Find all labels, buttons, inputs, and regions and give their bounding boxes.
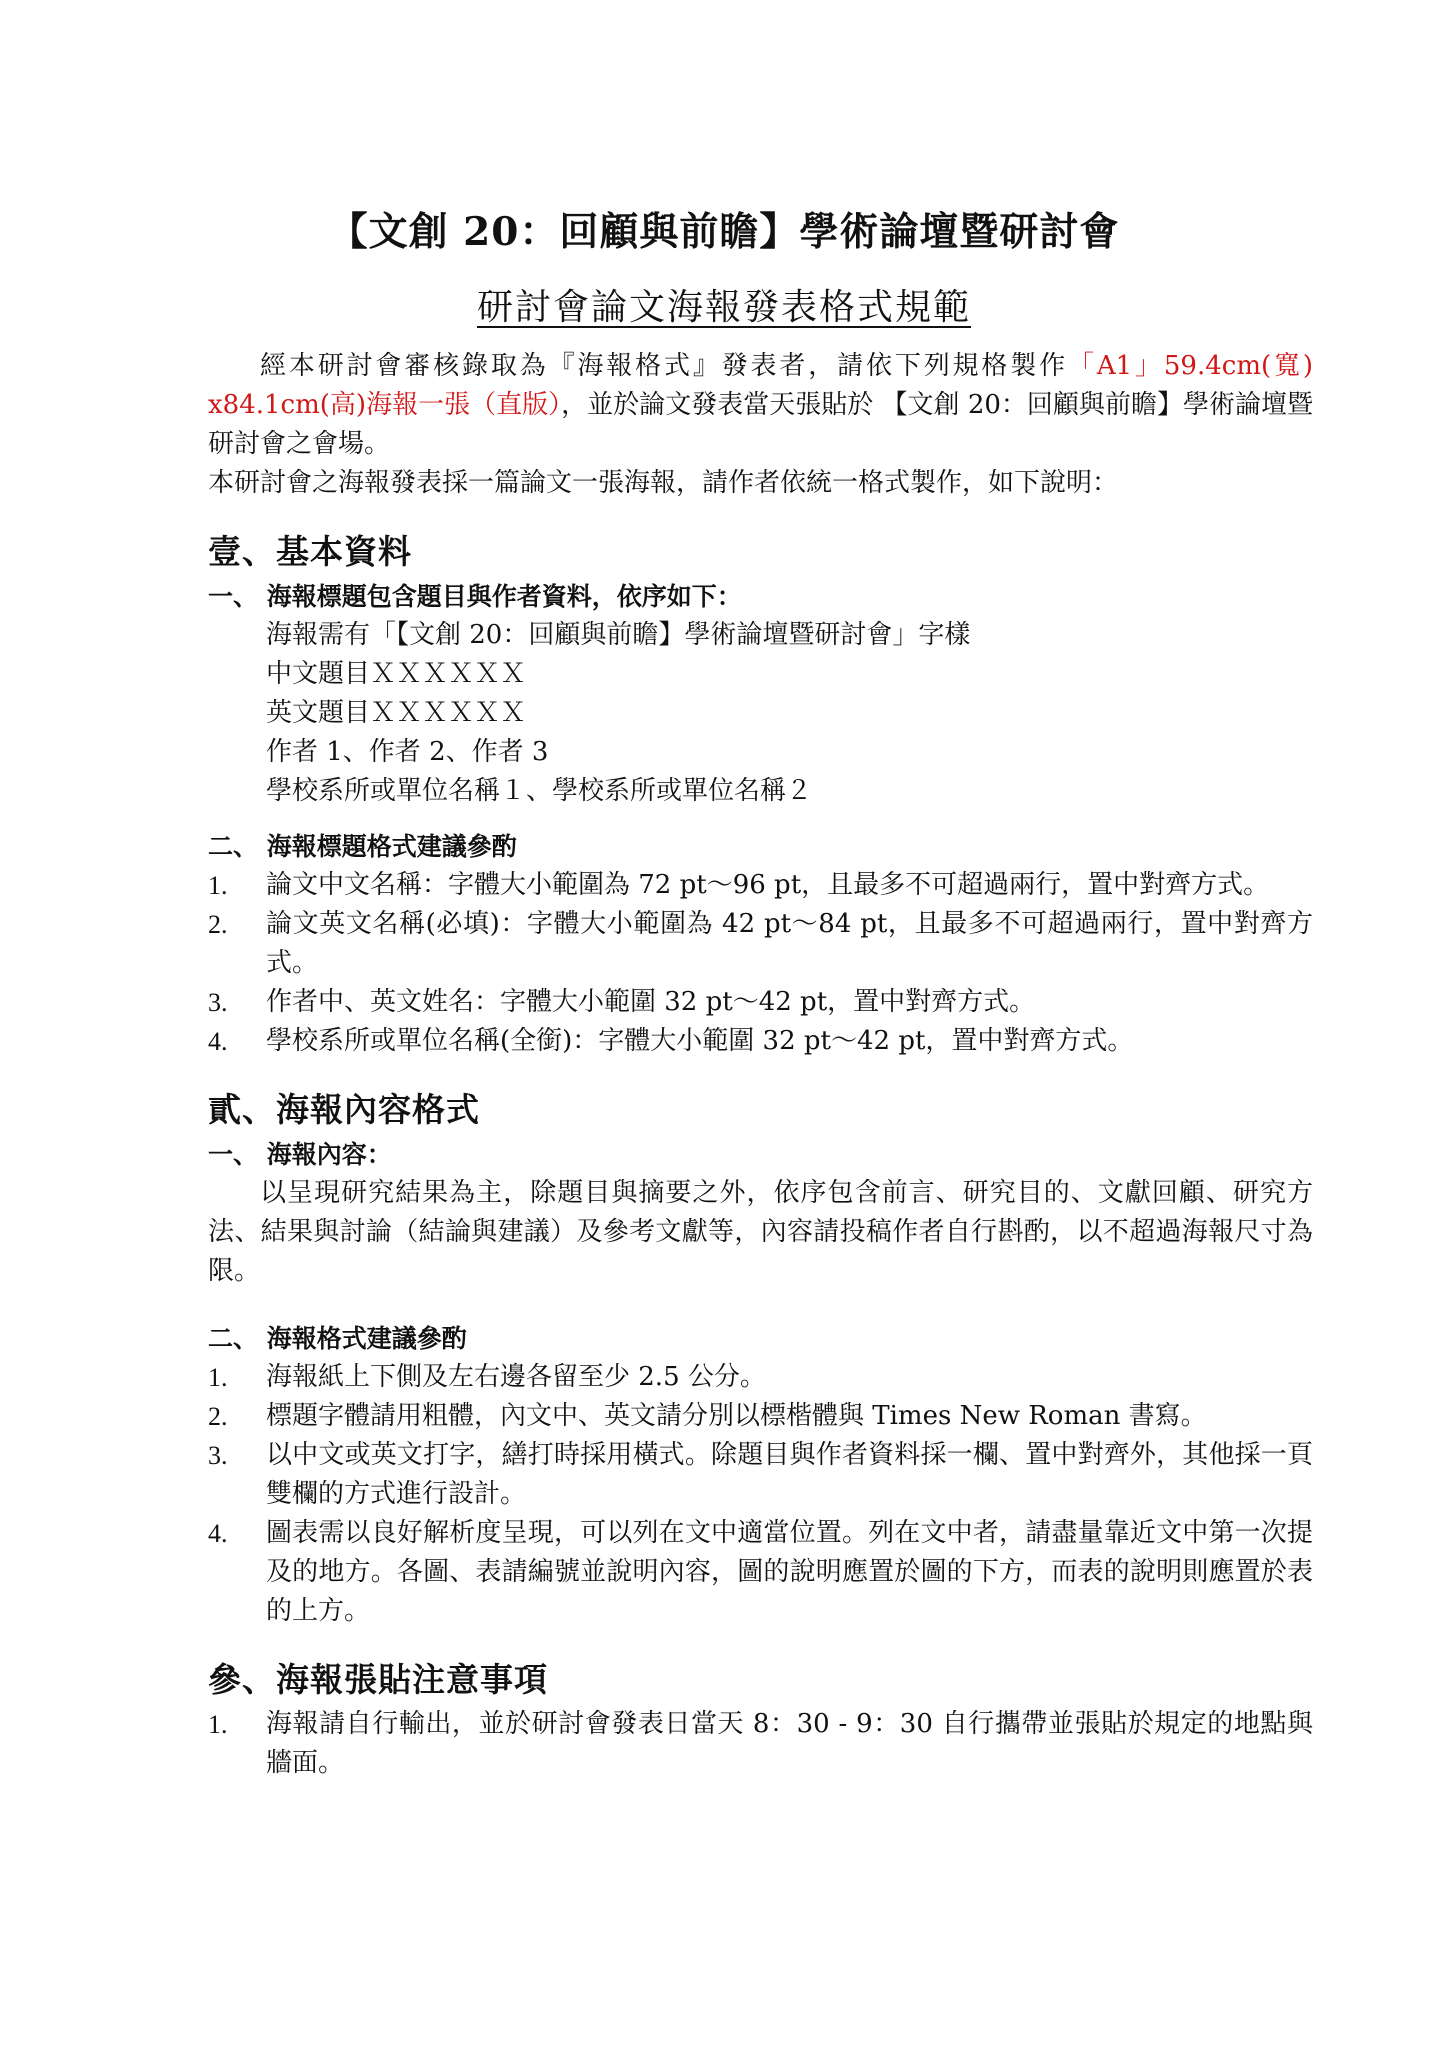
content-paragraph: 以呈現研究結果為主，除題目與摘要之外，依序包含前言、研究目的、文獻回顧、研究方法、結果與討論（結論與建議）及參考文獻等，內容請投稿作者自行斟酌，以不超過海報尺寸為限。 bbox=[208, 1178, 1313, 1286]
list-item-text: 圖表需以良好解析度呈現，可以列在文中適當位置。列在文中者，請盡量靠近文中第一次提及的地方。各圖、表請編號並說明內容，圖的說明應置於圖的下方，而表的說明則應置於表的上方。 bbox=[266, 1518, 1313, 1626]
list-item bbox=[208, 983, 1313, 1022]
title-format-list bbox=[208, 866, 1313, 1061]
list-item-number: 1. bbox=[208, 1710, 228, 1739]
list-item-number: 2. bbox=[208, 910, 228, 939]
spacer bbox=[208, 1291, 1313, 1319]
title-info-line: 中文題目ＸＸＸＸＸＸ bbox=[266, 659, 527, 689]
list-item-text: 海報請自行輸出，並於研討會發表日當天 8：30 - 9：30 自行攜帶並張貼於規定的地點與牆面。 bbox=[266, 1709, 1313, 1778]
list-item-text: 標題字體請用粗體，內文中、英文請分別以標楷體與 Times New Roman 書寫。 bbox=[266, 1401, 1207, 1431]
list-item-number: 4. bbox=[208, 1519, 228, 1548]
list-item-text: 以中文或英文打字，繕打時採用橫式。除題目與作者資料採一欄、置中對齊外，其他採一頁雙欄的方式進行設計。 bbox=[266, 1440, 1313, 1509]
title-info-line: 英文題目ＸＸＸＸＸＸ bbox=[266, 698, 527, 728]
subsection-heading-title-info: 一、 海報標題包含題目與作者資料，依序如下： bbox=[208, 582, 742, 611]
intro-paragraph bbox=[208, 347, 1313, 464]
list-item-text: 海報紙上下側及左右邊各留至少 2.5 公分。 bbox=[266, 1362, 766, 1392]
document-body bbox=[208, 347, 1313, 1783]
subsection-heading-poster-format: 二、 海報格式建議參酌 bbox=[208, 1324, 467, 1353]
list-item bbox=[208, 1514, 1313, 1631]
list-item bbox=[208, 1436, 1313, 1514]
list-item-number: 4. bbox=[208, 1027, 228, 1056]
list-item bbox=[208, 1358, 1313, 1397]
subsection-heading-title-format: 二、 海報標題格式建議參酌 bbox=[208, 832, 517, 861]
title-info-line: 作者 1、作者 2、作者 3 bbox=[266, 737, 549, 767]
list-item-number: 3. bbox=[208, 1441, 228, 1470]
intro-paragraph-2: 本研討會之海報發表採一篇論文一張海報，請作者依統一格式製作，如下說明： bbox=[208, 468, 1119, 498]
list-item-number: 3. bbox=[208, 988, 228, 1017]
subsection-heading-content: 一、 海報內容： bbox=[208, 1140, 392, 1169]
spacer bbox=[208, 811, 1313, 827]
intro-text-b: ，並於論文發表當天張貼於 【文創 20：回顧與前瞻】學術論壇暨研討會之會場。 bbox=[208, 390, 1313, 459]
list-item-text: 論文中文名稱：字體大小範圍為 72 pt～96 pt，且最多不可超過兩行，置中對齊方式。 bbox=[266, 870, 1270, 900]
list-item-number: 2. bbox=[208, 1402, 228, 1431]
list-item bbox=[208, 866, 1313, 905]
list-item bbox=[208, 905, 1313, 983]
section-heading-posting-notes: 參、海報張貼注意事項 bbox=[208, 1660, 548, 1699]
list-item bbox=[208, 1397, 1313, 1436]
list-item-text: 學校系所或單位名稱(全銜)：字體大小範圍 32 pt～42 pt，置中對齊方式。 bbox=[266, 1026, 1134, 1056]
section-heading-poster-content: 貳、海報內容格式 bbox=[208, 1090, 480, 1129]
section-heading-basic-info: 壹、基本資料 bbox=[208, 532, 412, 571]
posting-notes-list bbox=[208, 1705, 1313, 1783]
intro-text-a: 經本研討會審核錄取為『海報格式』發表者，請依下列規格製作 bbox=[260, 351, 1068, 381]
list-item-number: 1. bbox=[208, 871, 228, 900]
list-item-text: 論文英文名稱(必填)：字體大小範圍為 42 pt～84 pt，且最多不可超過兩行，置中對齊方式。 bbox=[266, 909, 1313, 978]
title-info-line: 海報需有「【文創 20：回顧與前瞻】學術論壇暨研討會」字樣 bbox=[266, 620, 971, 650]
document-subtitle: 研討會論文海報發表格式規範 bbox=[476, 287, 971, 328]
intro-poster-spec: 「A1」59.4cm(寬) x84.1cm(高)海報一張（直版） bbox=[208, 351, 1313, 420]
title-info-lines bbox=[208, 616, 1313, 811]
poster-format-list bbox=[208, 1358, 1313, 1631]
title-info-line: 學校系所或單位名稱１、學校系所或單位名稱２ bbox=[266, 776, 813, 806]
list-item-number: 1. bbox=[208, 1363, 228, 1392]
list-item-text: 作者中、英文姓名：字體大小範圍 32 pt～42 pt，置中對齊方式。 bbox=[266, 987, 1036, 1017]
list-item bbox=[208, 1705, 1313, 1783]
list-item bbox=[208, 1022, 1313, 1061]
document-title: 【文創 20：回顧與前瞻】學術論壇暨研討會 bbox=[328, 209, 1120, 255]
